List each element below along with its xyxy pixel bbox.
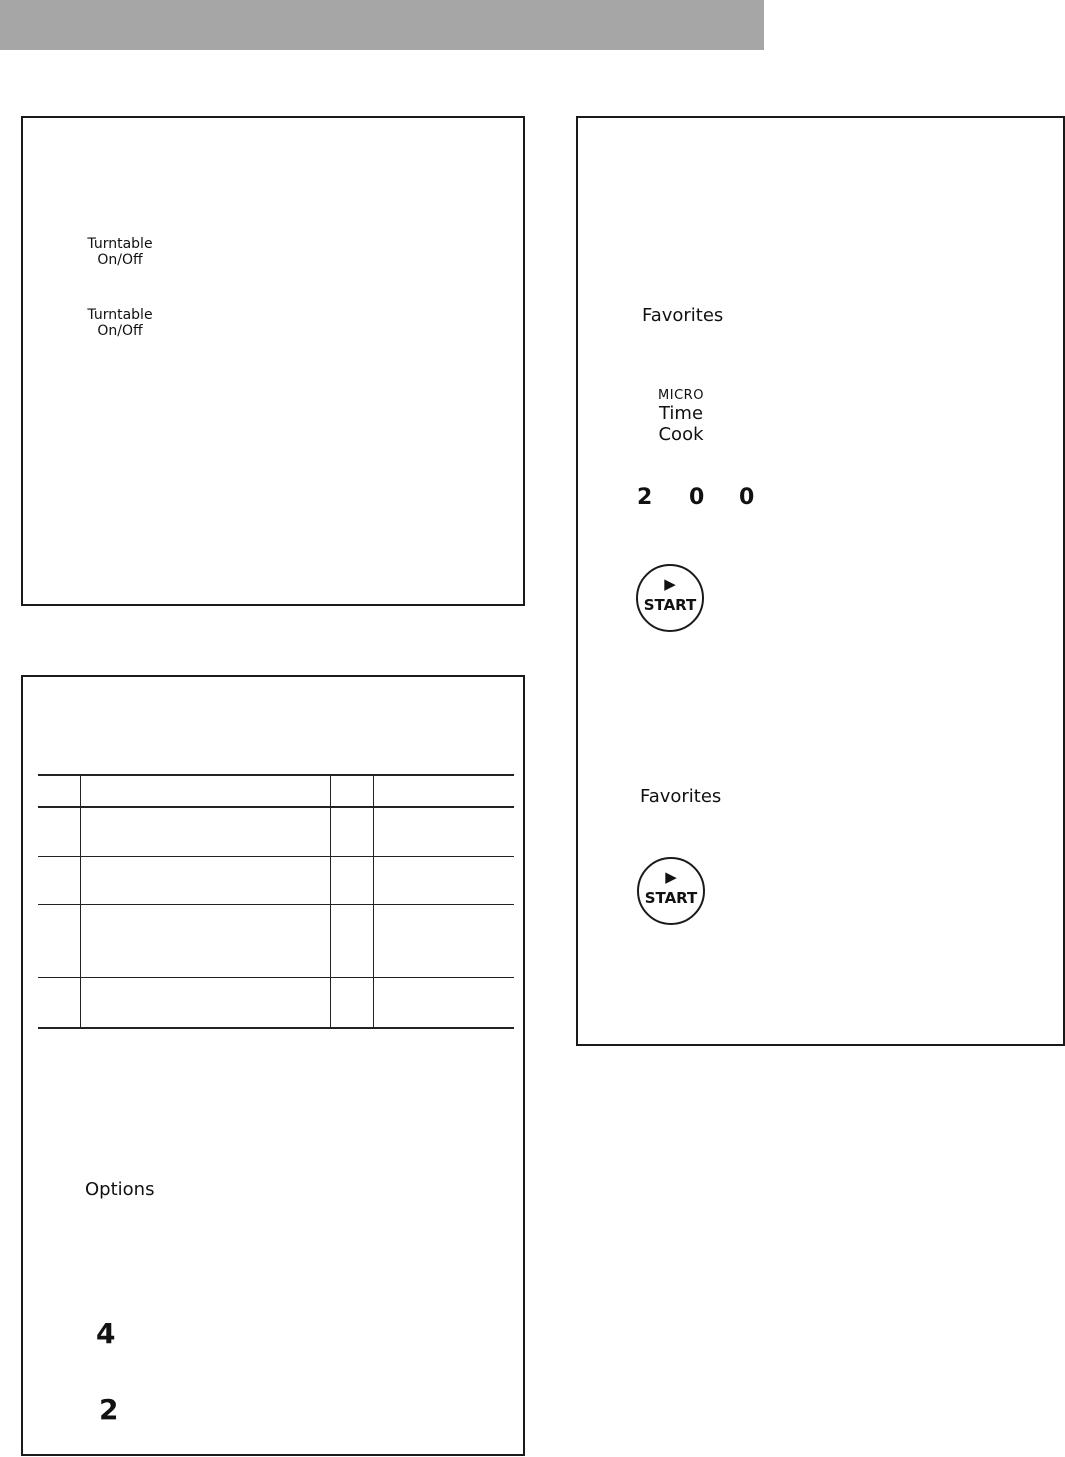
micro-time-cook-button[interactable] bbox=[636, 389, 726, 445]
number-key-2[interactable]: 2 bbox=[637, 485, 653, 510]
number-key-2[interactable]: 2 bbox=[99, 1393, 119, 1426]
table-header-rule bbox=[38, 806, 514, 808]
favorites-button[interactable] bbox=[642, 306, 723, 327]
on-off-label: On/Off bbox=[97, 252, 143, 269]
on-off-label: On/Off bbox=[97, 323, 143, 340]
table-row-rule bbox=[38, 904, 514, 905]
start-label: START bbox=[643, 596, 697, 614]
start-button[interactable] bbox=[637, 857, 705, 925]
favorites-panel bbox=[576, 116, 1065, 1046]
turntable-label: Turntable bbox=[87, 236, 153, 252]
turntable-on-off-button[interactable] bbox=[85, 307, 155, 339]
favorites-label: Favorites bbox=[642, 305, 724, 326]
table-column-rule bbox=[330, 774, 331, 1028]
turntable-label: Turntable bbox=[87, 307, 153, 323]
table-bottom-rule bbox=[38, 1027, 514, 1029]
start-button[interactable] bbox=[636, 564, 704, 632]
favorites-label: Favorites bbox=[640, 786, 722, 807]
table-row-rule bbox=[38, 977, 514, 978]
turntable-on-off-button[interactable] bbox=[85, 236, 155, 268]
micro-label: MICRO bbox=[658, 388, 704, 403]
table-row-rule bbox=[38, 856, 514, 857]
table-top-rule bbox=[38, 774, 514, 776]
play-icon: ▶ bbox=[664, 575, 676, 593]
options-button[interactable] bbox=[85, 1180, 154, 1201]
options-label: Options bbox=[85, 1179, 155, 1200]
time-cook-label: Time Cook bbox=[658, 402, 704, 445]
favorites-button[interactable] bbox=[640, 787, 721, 808]
table-column-rule bbox=[373, 774, 374, 1028]
number-key-0[interactable]: 0 bbox=[689, 485, 705, 510]
turntable-panel bbox=[21, 116, 525, 606]
start-label: START bbox=[644, 889, 698, 907]
play-icon: ▶ bbox=[665, 868, 677, 886]
options-panel bbox=[21, 675, 525, 1456]
header-bar bbox=[0, 0, 764, 50]
number-key-4[interactable]: 4 bbox=[96, 1317, 116, 1350]
table-column-rule bbox=[80, 774, 81, 1028]
number-key-0[interactable]: 0 bbox=[739, 485, 755, 510]
